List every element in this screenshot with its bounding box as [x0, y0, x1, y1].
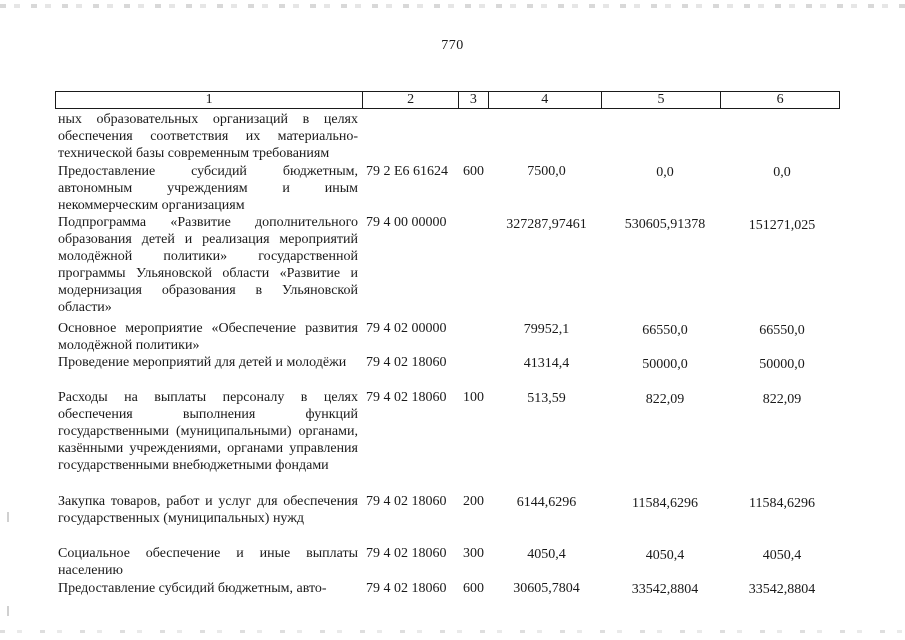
row-expense-type: 100 — [463, 390, 484, 405]
row-name: Закупка товаров, работ и услуг для обеспечения государственных (муниципальных) нужд — [58, 494, 358, 526]
row-name: Социальное обеспечение и иные выплаты населению — [58, 546, 358, 578]
row-name: Расходы на выплаты персоналу в целях обеспечения выполнения функций государственными (муниципальными) органами, казёнными учреждениями, органами управления государственными внебюджетными фондами — [58, 390, 358, 473]
row-code: 79 4 02 00000 — [366, 321, 447, 336]
row-value-4: 79952,1 — [523, 322, 570, 337]
row-name: Проведение мероприятий для детей и молодёжи — [58, 355, 347, 370]
row-value-5: 4050,4 — [645, 548, 685, 563]
column-header: 2 — [363, 92, 459, 108]
row-value-5: 0,0 — [656, 165, 674, 180]
row-code: 79 4 02 18060 — [366, 546, 447, 561]
row-code: 79 4 02 18060 — [366, 581, 447, 596]
row-value-4: 30605,7804 — [513, 581, 580, 596]
row-value-5: 33542,8804 — [631, 582, 699, 597]
column-header: 1 — [56, 92, 363, 108]
row-value-6: 66550,0 — [759, 323, 805, 338]
row-value-4: 7500,0 — [527, 164, 566, 179]
page-number: 770 — [441, 38, 464, 53]
row-value-4: 4050,4 — [527, 547, 566, 562]
row-code: 79 4 02 18060 — [366, 390, 447, 405]
row-value-5: 50000,0 — [642, 357, 688, 372]
row-code: 79 2 E6 61624 — [366, 164, 449, 179]
margin-mark — [7, 606, 9, 616]
row-code: 79 4 00 00000 — [366, 215, 447, 230]
row-value-6: 151271,025 — [748, 218, 816, 233]
row-value-6: 822,09 — [762, 392, 802, 407]
row-value-4: 513,59 — [527, 391, 566, 406]
column-header: 6 — [776, 92, 784, 107]
row-value-6: 0,0 — [773, 165, 791, 180]
row-value-6: 4050,4 — [762, 548, 802, 563]
row-expense-type: 200 — [463, 494, 484, 509]
row-name: Подпрограмма «Развитие дополнительного образования детей и реализация мероприятий молодёжной политики» государственной программы Ульяновской области «Развитие и модернизация образования в Ульяновской области» — [58, 215, 358, 315]
row-name: Предоставление субсидий бюджетным, автономным учреждениям и иным некоммерческим организациям — [58, 164, 358, 213]
row-value-6: 11584,6296 — [749, 496, 815, 511]
column-header: 5 — [602, 92, 722, 108]
row-value-6: 50000,0 — [759, 357, 805, 372]
row-value-4: 6144,6296 — [516, 495, 577, 510]
row-value-4: 327287,97461 — [506, 217, 587, 232]
column-header: 4 — [489, 92, 602, 108]
scan-edge-bottom — [0, 630, 905, 633]
margin-mark — [7, 512, 9, 522]
row-expense-type: 600 — [463, 581, 484, 596]
row-code: 79 4 02 18060 — [366, 494, 447, 509]
row-value-6: 33542,8804 — [748, 582, 816, 597]
row-value-5: 530605,91378 — [624, 217, 706, 232]
scan-edge-top — [0, 4, 905, 8]
column-header: 3 — [459, 92, 489, 108]
row-name: Предоставление субсидий бюджетным, авто- — [58, 581, 327, 596]
row-value-4: 41314,4 — [523, 356, 570, 371]
row-code: 79 4 02 18060 — [366, 355, 447, 370]
row-value-5: 822,09 — [645, 392, 685, 407]
row-value-5: 66550,0 — [642, 323, 688, 338]
row-expense-type: 300 — [463, 546, 484, 561]
row-value-5: 11584,6296 — [632, 496, 698, 511]
table-header — [55, 91, 840, 109]
row-name: Основное мероприятие «Обеспечение развития молодёжной политики» — [58, 321, 358, 353]
row-name: ных образовательных организаций в целях обеспечения соответствия их материально-технической базы современным требованиям — [58, 112, 358, 161]
row-expense-type: 600 — [463, 164, 484, 179]
